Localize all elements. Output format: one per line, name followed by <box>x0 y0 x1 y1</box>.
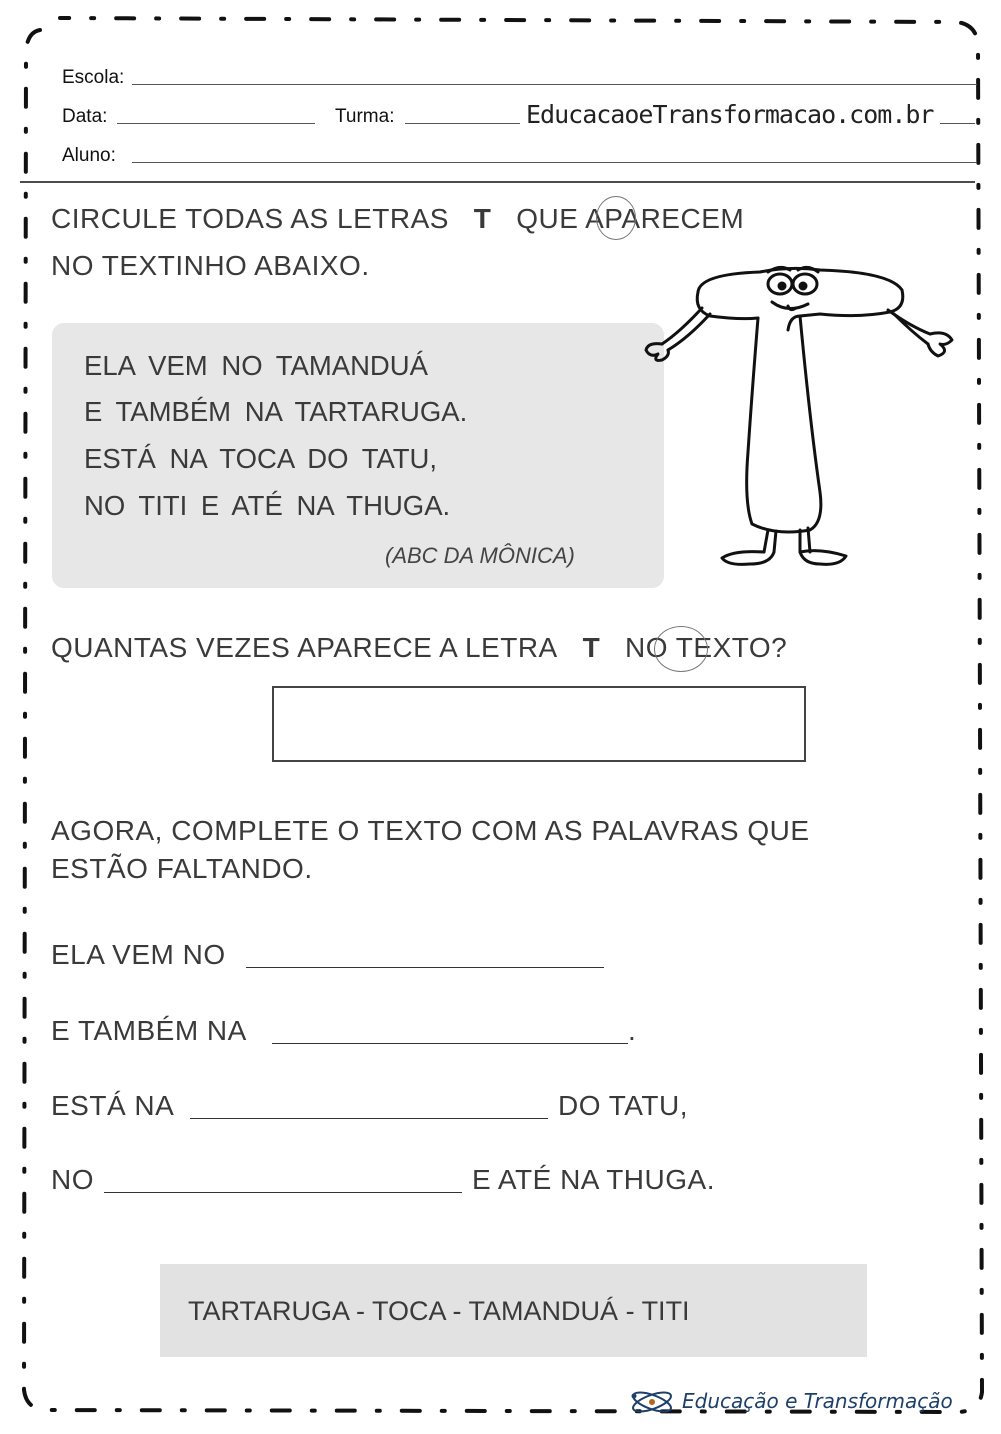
poem-line-3: ESTÁ NA TOCA DO TATU, <box>84 443 438 474</box>
complete-instruction-line-1: AGORA, COMPLETE O TEXTO COM AS PALAVRAS QUE <box>51 815 810 846</box>
letter-t-character-illustration <box>640 252 960 572</box>
answer-box[interactable] <box>272 686 806 762</box>
school-field[interactable] <box>132 84 977 85</box>
student-label: Aluno: <box>62 145 116 166</box>
scribble-circle-mark <box>654 626 708 672</box>
complete-blank-3[interactable] <box>190 1118 548 1119</box>
complete-item-3-after: DO TATU, <box>558 1090 688 1121</box>
atom-logo-icon <box>628 1386 676 1418</box>
complete-instruction-line-2: ESTÃO FALTANDO. <box>51 853 313 884</box>
footer-brand: Educação e Transformação <box>682 1389 953 1413</box>
poem-line-2: E TAMBÉM NA TARTARUGA. <box>84 396 468 427</box>
word-bank-box <box>160 1264 867 1357</box>
instruction-line-1 <box>51 203 744 235</box>
complete-blank-1[interactable] <box>246 967 604 968</box>
instruction-part-1: CIRCULE TODAS AS LETRAS <box>51 203 449 234</box>
class-label: Turma: <box>335 106 395 127</box>
instruction-part-2: QUE APARECEM <box>516 203 745 234</box>
complete-item-2-before: E TAMBÉM NA <box>51 1015 247 1046</box>
instruction-line-2: NO TEXTINHO ABAIXO. <box>51 250 370 281</box>
complete-item-4-after: E ATÉ NA THUGA. <box>472 1164 715 1195</box>
poem-line-1: ELA VEM NO TAMANDUÁ <box>84 350 428 381</box>
question-part-1: QUANTAS VEZES APARECE A LETRA <box>51 632 558 663</box>
question-part-2: NO TEXTO? <box>625 632 788 663</box>
word-bank-text: TARTARUGA - TOCA - TAMANDUÁ - TITI <box>188 1296 690 1326</box>
complete-item-3-before: ESTÁ NA <box>51 1090 175 1121</box>
school-label: Escola: <box>62 67 125 88</box>
complete-item-1-before: ELA VEM NO <box>51 939 226 970</box>
poem-citation: (ABC DA MÔNICA) <box>385 543 575 568</box>
poem-line-4: NO TITI E ATÉ NA THUGA. <box>84 490 451 521</box>
scribble-circle-mark <box>596 196 636 240</box>
complete-blank-4[interactable] <box>104 1192 462 1193</box>
complete-item-2-after: . <box>628 1015 637 1046</box>
complete-blank-2[interactable] <box>272 1043 628 1044</box>
student-field[interactable] <box>132 162 977 163</box>
question-letter: T <box>582 632 601 663</box>
complete-item-4-before: NO <box>51 1164 94 1195</box>
date-label: Data: <box>62 106 108 127</box>
instruction-letter: T <box>473 203 492 234</box>
website-watermark: EducacaoeTransformacao.com.br <box>520 100 940 129</box>
date-field[interactable] <box>117 123 315 124</box>
